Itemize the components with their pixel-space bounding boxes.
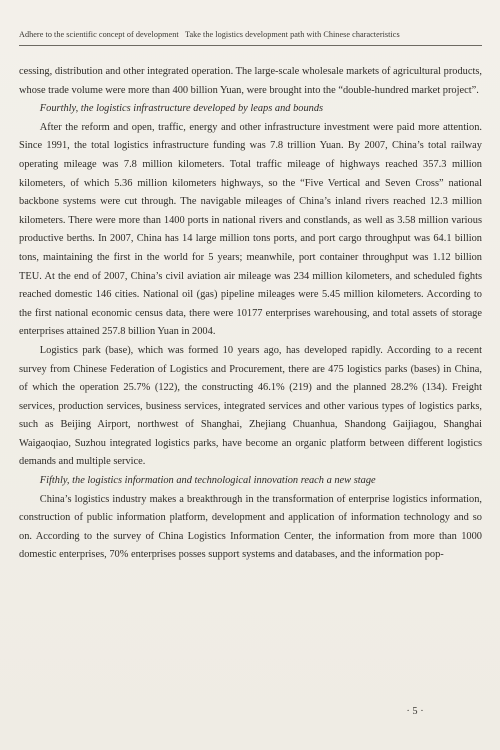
header-rule (19, 45, 482, 46)
paragraph-logistics-park: Logistics park (base), which was formed 10 years ago, has developed rapidly. According to a recent survey from Chinese Federation of Logistics and Procurement, there are 475 logistics parks (bases) in China, of which the operation 25.7% (122), the constructing 46.1% (219) and the planned 28.2% (134). Freight services, production services, business services, integrated services and other various types of logistics parks, such as Beijing Airport, northwest of Shanghai, Zhejiang Chuanhua, Shandong Gaijiagou, Shanghai Waigaoqiao, Suzhou integrated logistics parks, have become an organic platform between different logistics demands and multiple service. (19, 344, 482, 468)
paragraph-infrastructure: After the reform and open, traffic, energy and other infrastructure investment were paid more attention. Since 1991, the total logistics infrastructure funding was 7.8 trillion Yuan. By 2007, China’s total railway operating mileage was 7.8 million kilometers. Total traffic mileage of highways reached 357.3 million kilometers, of which 5.36 million kilometers highways, so the “Five Vertical and Seven Cross” national backbone systems were cut through. The navigable mileages of China’s inland rivers reached 12.3 million kilometers. There were more than 1400 ports in national rivers and constlands, as well as 3.58 million various productive berths. In 2007, China has 14 large million tons ports, and port cargo throughput was 64.1 billion tons, maintaining the first in the world for 5 years; meanwhile, port container throughput was 1.12 billion TEU. At the end of 2007, China’s civil aviation air mileage was 234 million kilometers, and scheduled fights reached domestic 146 cities. National oil (gas) pipeline mileages were 5.45 million kilometers. According to the first national economic census data, there were 10177 enterprises warehousing, and total assets of storage enterprises attained 257.8 billion Yuan in 2004. (19, 121, 482, 338)
body-text (19, 63, 482, 565)
paragraph-information: China’s logistics industry makes a breakthrough in the transformation of enterprise logistics information, construction of public information platform, development and application of information technology and so on. According to the survey of China Logistics Information Center, the information from more than 1000 domestic enterprises, 70% enterprises posses support systems and databases, and the information pop- (19, 493, 482, 561)
paragraph-continuation: cessing, distribution and other integrated operation. The large-scale wholesale markets of agricultural products, whose trade volume were more than 400 billion Yuan, were brought into the “double-hundred market project”. (19, 66, 482, 96)
running-header-right: Take the logistics development path with Chinese characteristics (184, 30, 400, 39)
page-number: · 5 · (406, 706, 424, 717)
running-header (19, 30, 481, 39)
section-heading-fourthly: Fourthly, the logistics infrastructure developed by leaps and bounds (39, 103, 324, 115)
running-header-left: Adhere to the scientific concept of development (19, 30, 179, 39)
section-heading-fifthly: Fifthly, the logistics information and technological innovation reach a new stage (39, 475, 376, 487)
